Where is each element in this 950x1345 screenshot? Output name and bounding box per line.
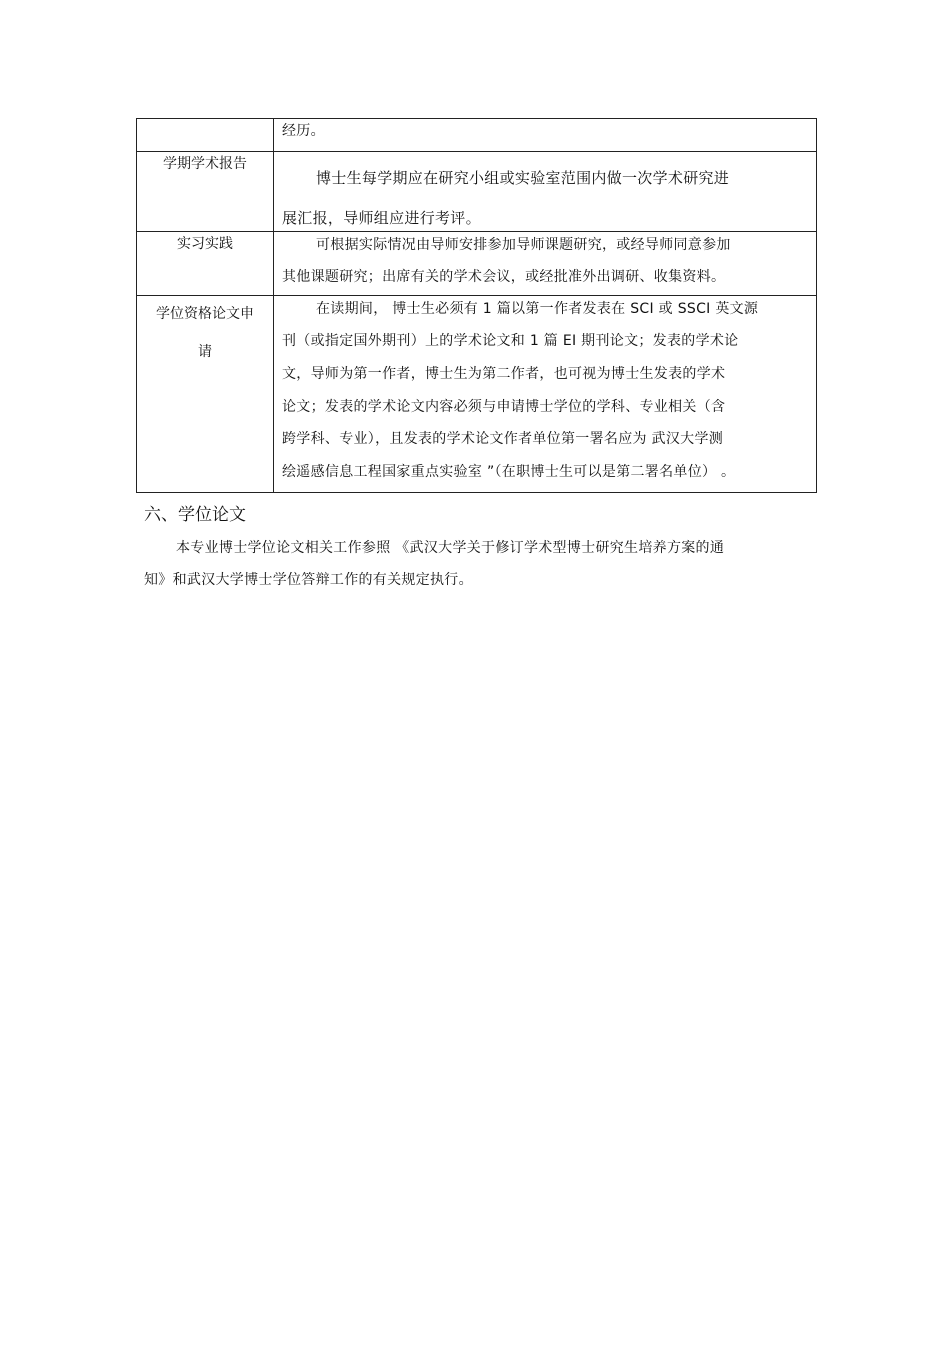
row-label: 学期学术报告 <box>137 152 274 232</box>
content-line: 跨学科、专业），且发表的学术论文作者单位第一署名应为 武汉大学测 <box>282 431 724 447</box>
content-line: 刊（或指定国外期刊）上的学术论文和 1 篇 EI 期刊论文；发表的学术论 <box>282 333 739 349</box>
row-content <box>274 232 817 296</box>
content-line: 展汇报，导师组应进行考评。 <box>282 209 481 227</box>
row-content <box>274 152 817 232</box>
row-content <box>274 119 817 152</box>
training-requirements-table <box>136 118 817 493</box>
content-line: 在读期间， 博士生必须有 1 篇以第一作者发表在 SCI 或 SSCI 英文源 <box>316 301 759 317</box>
table-row <box>137 296 817 493</box>
table-row <box>137 119 817 152</box>
table-row <box>137 152 817 232</box>
row-content <box>274 296 817 493</box>
row-label: 实习实践 <box>137 232 274 296</box>
paragraph-line: 知》和武汉大学博士学位答辩工作的有关规定执行。 <box>144 572 473 588</box>
table-row <box>137 232 817 296</box>
row-label <box>137 296 274 493</box>
content-line: 可根据实际情况由导师安排参加导师课题研究，或经导师同意参加 <box>316 237 731 253</box>
content-line: 博士生每学期应在研究小组或实验室范围内做一次学术研究进 <box>316 169 730 187</box>
content-line: 经历。 <box>282 123 325 139</box>
content-line: 论文；发表的学术论文内容必须与申请博士学位的学科、专业相关（含 <box>282 399 726 415</box>
row-label-line: 学位资格论文申 <box>156 306 254 322</box>
row-label-line: 请 <box>198 344 212 360</box>
section-heading: 六、学位论文 <box>144 505 246 525</box>
content-line: 文，导师为第一作者，博士生为第二作者，也可视为博士生发表的学术 <box>282 366 726 382</box>
content-line: 绘遥感信息工程国家重点实验室 ”（在职博士生可以是第二署名单位） 。 <box>282 464 736 480</box>
content-line: 其他课题研究；出席有关的学术会议，或经批准外出调研、收集资料。 <box>282 269 726 285</box>
paragraph-line: 本专业博士学位论文相关工作参照 《武汉大学关于修订学术型博士研究生培养方案的通 <box>176 540 725 556</box>
row-label <box>137 119 274 152</box>
